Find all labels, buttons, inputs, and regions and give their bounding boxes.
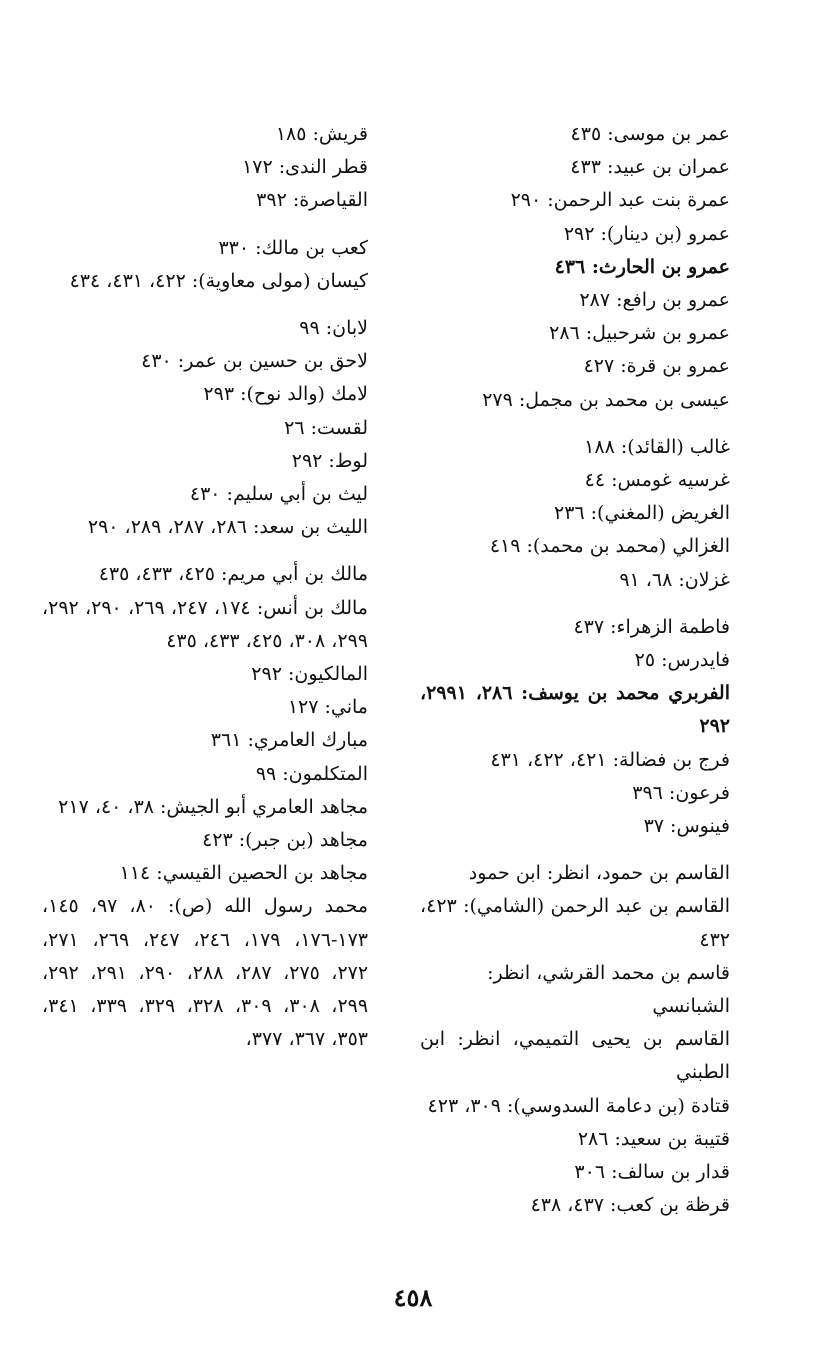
index-entry: قتيبة بن سعيد: ٢٨٦ xyxy=(577,1127,730,1150)
index-entry: لوط: ٢٩٢ xyxy=(291,449,368,472)
index-entry: ليث بن أبي سليم: ٤٣٠ xyxy=(189,483,368,506)
index-entry: مبارك العامري: ٣٦١ xyxy=(210,729,368,752)
index-entry: الفربري محمد بن يوسف: ٢٨٦، ٢٩٩١، ٢٩٢ xyxy=(420,682,730,738)
index-column-right xyxy=(420,118,730,1237)
index-entry: عمرو بن الحارث: ٤٣٦ xyxy=(554,255,730,278)
index-entry: القاسم بن حمود، انظر: ابن حمود xyxy=(468,862,730,885)
index-group-qaf-cont xyxy=(42,118,368,218)
index-entry: لاحق بن حسين بن عمر: ٤٣٠ xyxy=(141,350,368,373)
index-entry: مالك بن أنس: ١٧٤، ٢٤٧، ٢٦٩، ٢٩٠، ٢٩٢، ٢٩٩، ٣٠٨، ٤٢٥، ٤٣٣، ٤٣٥ xyxy=(42,596,368,652)
index-entry: ماني: ١٢٧ xyxy=(287,696,368,719)
index-entry: المالكيون: ٢٩٢ xyxy=(251,663,368,686)
index-entry: القياصرة: ٣٩٢ xyxy=(256,189,368,212)
index-entry: القاسم بن يحيى التميمي، انظر: ابن الطبني xyxy=(420,1028,730,1084)
index-entry: فينوس: ٣٧ xyxy=(643,815,730,838)
page-number: ٤٥٨ xyxy=(393,1283,433,1312)
index-entry: قريش: ١٨٥ xyxy=(275,123,368,145)
index-entry: كعب بن مالك: ٣٣٠ xyxy=(218,236,368,259)
index-group-ayn xyxy=(420,118,730,417)
index-entry: مجاهد بن الحصين القيسي: ١١٤ xyxy=(119,862,368,885)
index-entry: فرج بن فضالة: ٤٢١، ٤٢٢، ٤٣١ xyxy=(490,748,730,771)
index-group-mim xyxy=(42,558,368,1056)
index-entry: القاسم بن عبد الرحمن (الشامي): ٤٢٣، ٤٣٢ xyxy=(420,895,730,951)
index-entry: عمرو (بن دينار): ٢٩٢ xyxy=(563,222,730,245)
index-entry: عمرو بن شرحبيل: ٢٨٦ xyxy=(549,322,730,345)
index-entry: لابان: ٩٩ xyxy=(299,317,368,340)
index-entry: لقست: ٢٦ xyxy=(284,416,368,439)
index-entry: قطر الندى: ١٧٢ xyxy=(242,156,368,179)
index-group-fa xyxy=(420,611,730,843)
index-entry: عمر بن موسى: ٤٣٥ xyxy=(570,123,730,145)
index-column-left xyxy=(42,118,368,1070)
index-entry: فايدرس: ٢٥ xyxy=(634,649,730,672)
index-entry: كيسان (مولى معاوية): ٤٢٢، ٤٣١، ٤٣٤ xyxy=(69,269,368,292)
index-entry: غرسيه غومس: ٤٤ xyxy=(584,469,730,492)
index-entry: عمرة بنت عبد الرحمن: ٢٩٠ xyxy=(510,189,730,212)
index-entry: محمد رسول الله (ص): ٨٠، ٩٧، ١٤٥، ١٧٣-١٧٦، ١٧٩، ٢٤٦، ٢٤٧، ٢٦٩، ٢٧١، ٢٧٢، ٢٧٥، ٢٨٧، ٢٨٨، ٢٩٠، ٢٩١، ٢٩٢، ٢٩٩، ٣٠٨، ٣٠٩، ٣٢٨، ٣٢٩، ٣٣٩، ٣٤١، ٣٥٣، ٣٦٧، ٣٧٧، xyxy=(42,895,369,1051)
index-entry: مالك بن أبي مريم: ٤٢٥، ٤٣٣، ٤٣٥ xyxy=(98,563,368,586)
index-group-ghayn xyxy=(420,431,730,597)
index-entry: المتكلمون: ٩٩ xyxy=(255,762,368,785)
index-entry: قتادة (بن دعامة السدوسي): ٣٠٩، ٤٢٣ xyxy=(427,1094,730,1117)
index-entry: قاسم بن محمد القرشي، انظر: الشبانسي xyxy=(487,961,730,1018)
index-entry: قرظة بن كعب: ٤٣٧، ٤٣٨ xyxy=(530,1194,730,1217)
index-group-kaf xyxy=(42,232,368,298)
index-entry: غالب (القائد): ١٨٨ xyxy=(584,435,730,458)
index-entry: عيسى بن محمد بن مجمل: ٢٧٩ xyxy=(482,388,730,411)
index-entry: مجاهد العامري أبو الجيش: ٣٨، ٤٠، ٢١٧ xyxy=(58,795,368,818)
index-entry: مجاهد (بن جبر): ٤٢٣ xyxy=(202,829,368,852)
index-group-lam xyxy=(42,312,368,544)
index-entry: غزلان: ٦٨، ٩١ xyxy=(619,568,730,591)
index-entry: الغريض (المغني): ٢٣٦ xyxy=(553,502,730,525)
index-entry: فرعون: ٣٩٦ xyxy=(632,781,730,804)
index-entry: الليث بن سعد: ٢٨٦، ٢٨٧، ٢٨٩، ٢٩٠ xyxy=(87,516,368,539)
index-entry: الغزالي (محمد بن محمد): ٤١٩ xyxy=(489,535,730,558)
index-entry: قدار بن سالف: ٣٠٦ xyxy=(574,1161,730,1184)
index-group-qaf xyxy=(420,857,730,1222)
index-entry: فاطمة الزهراء: ٤٣٧ xyxy=(573,615,730,638)
index-entry: عمرو بن رافع: ٢٨٧ xyxy=(579,289,730,312)
index-entry: عمرو بن قرة: ٤٢٧ xyxy=(583,355,730,378)
index-entry: لامك (والد نوح): ٢٩٣ xyxy=(203,383,368,406)
index-entry: عمران بن عبيد: ٤٣٣ xyxy=(570,156,730,179)
